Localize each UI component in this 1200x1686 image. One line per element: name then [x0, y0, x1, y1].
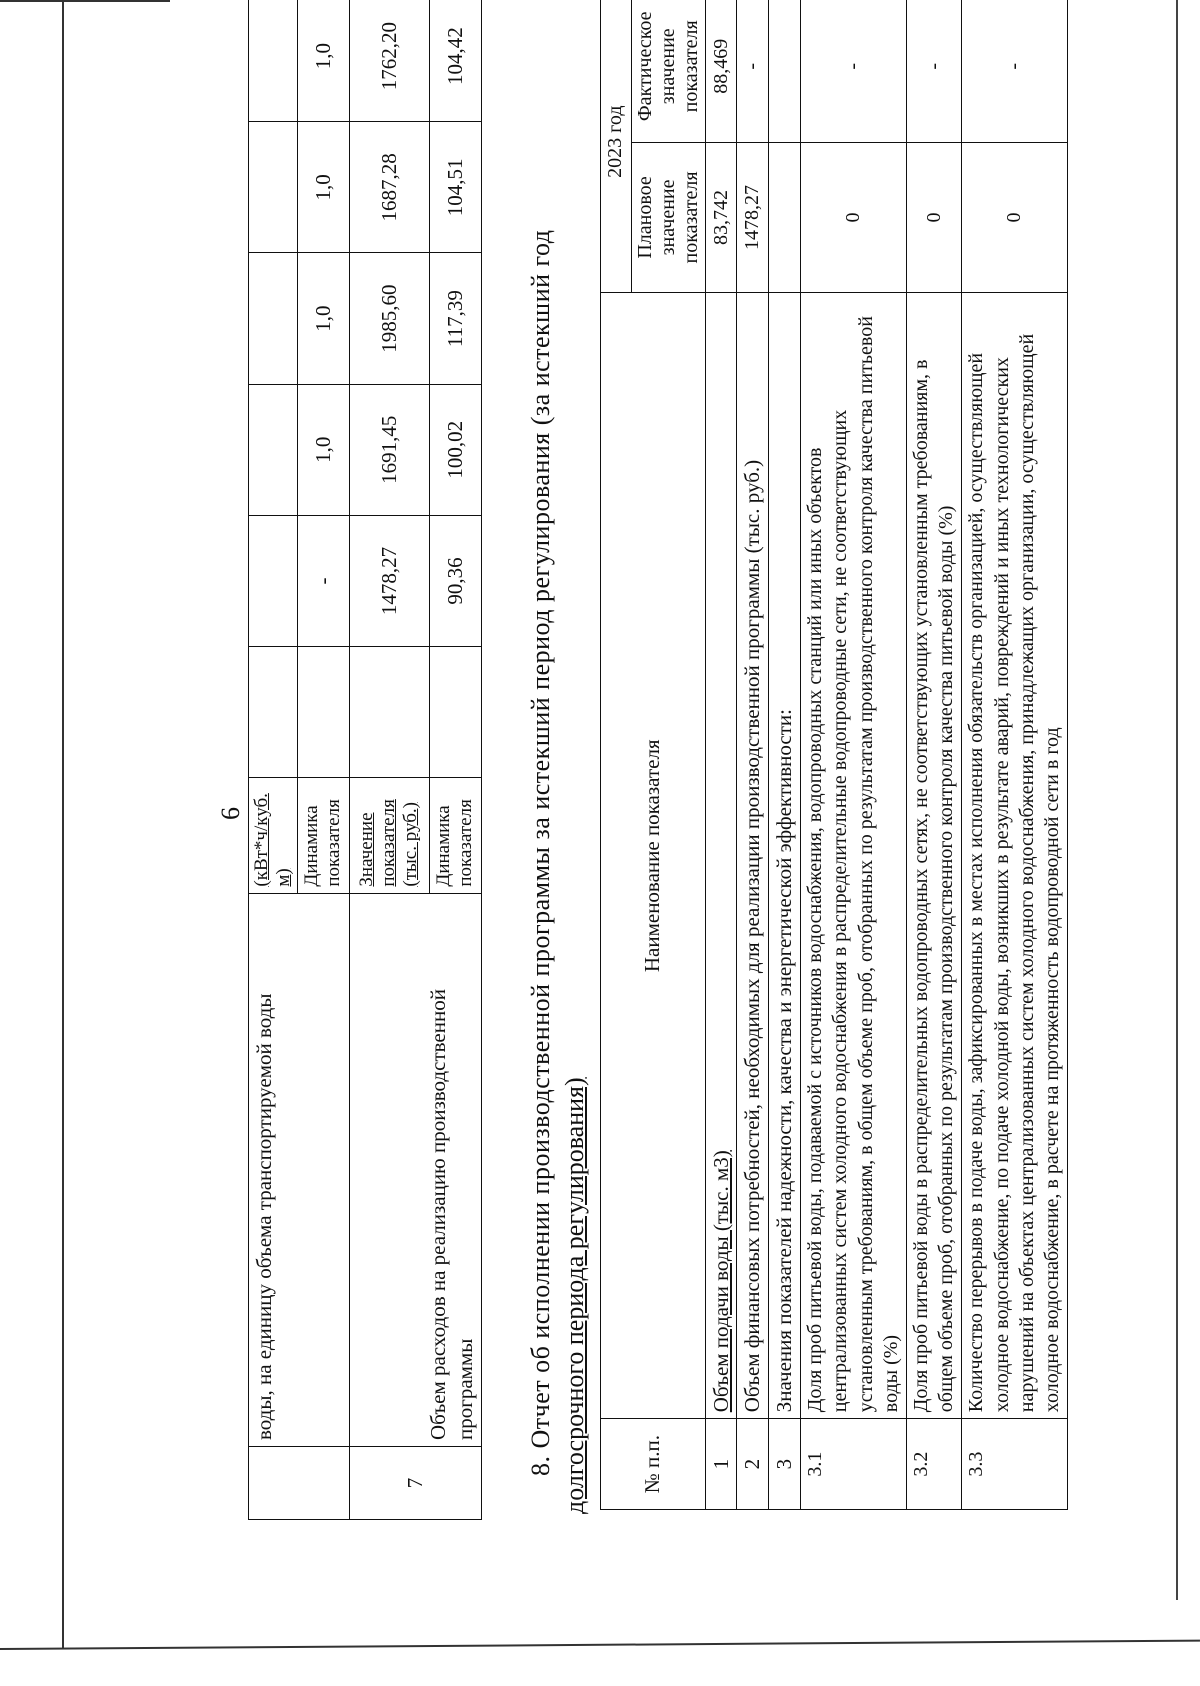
value-cell: [297, 647, 349, 778]
value-cell: [349, 647, 429, 778]
page-number: 6: [216, 807, 245, 820]
table-row: [705, 0, 737, 1510]
row-number: 1: [705, 1419, 737, 1510]
program-execution-report-table: [600, 0, 1068, 1510]
value-cell: [249, 122, 298, 253]
section-title-line2: долгосрочного периода регулирования): [559, 1077, 589, 1514]
table-row: [962, 0, 1068, 1510]
value-cell: [249, 0, 298, 122]
value-cell: [249, 647, 298, 778]
header-year: 2023 год: [601, 0, 632, 293]
section-heading: [524, 0, 592, 1514]
table-row: [801, 0, 907, 1510]
fact-value: -: [962, 0, 1068, 142]
fact-value: [769, 0, 801, 142]
table-row: [737, 0, 769, 1510]
value-cell: [249, 384, 298, 515]
rotated-document: [214, 0, 1063, 1520]
value-cell: [249, 253, 298, 384]
fact-value: -: [801, 0, 907, 142]
value-cell: [249, 515, 298, 646]
value-cell: 1,0: [297, 122, 349, 253]
value-cell: 104,42: [429, 0, 481, 122]
table-row: [906, 0, 961, 1510]
header-indicator-name: Наименование показателя: [601, 293, 706, 1419]
table-row: [769, 0, 801, 1510]
row-number: [249, 1447, 350, 1520]
row-number: 3: [769, 1419, 801, 1510]
header-plan: Плановое значение показателя: [631, 142, 705, 293]
row-number: 3.1: [801, 1419, 907, 1510]
indicator-name: Доля проб питьевой воды в распределительных водопроводных сетях, не соответствующих установленным требованиям, в общем объеме проб, отобранных по результатам производственного контроля качества питьевой воды (%): [906, 293, 961, 1419]
indicator-name: Объем подачи воды (тыс. м3): [705, 293, 737, 1419]
value-cell: 1,0: [297, 253, 349, 384]
value-cell: 1691,45: [349, 384, 429, 515]
indicator-name: воды, на единицу объема транспортируемой воды: [249, 893, 350, 1446]
indicator-name: Количество перерывов в подаче воды, зафиксированных в местах исполнения обязательств организацией, осуществляющей холодное водоснабжение, по подаче холодной воды, возникших в результате аварий, повреждений и иных технологических нарушений на объектах централизованных систем холодного водоснабжения, принадлежащих организации, осуществляющей холодное водоснабжение, в расчете на протяженность водопроводной сети в год: [962, 293, 1068, 1419]
value-cell: -: [297, 515, 349, 646]
section-title-line1: 8. Отчет об исполнении производственной программы за истекший период регулирования (за истекший год: [526, 229, 555, 1476]
value-cell: 90,36: [429, 515, 481, 646]
scan-edge-left: [62, 0, 64, 1648]
table-header-row: [601, 0, 632, 1510]
row-number: 2: [737, 1419, 769, 1510]
indicator-unit: (кВт*ч/куб. м): [249, 778, 298, 893]
indicators-table-continued: [248, 0, 482, 1520]
scan-edge-top: [0, 0, 170, 2]
indicator-name: Объем расходов на реализацию производственной программы: [349, 893, 481, 1446]
plan-value: [769, 142, 801, 293]
value-cell: 1,0: [297, 384, 349, 515]
value-cell: 100,02: [429, 384, 481, 515]
value-cell: 104,51: [429, 122, 481, 253]
table-row: [249, 0, 298, 1520]
value-cell: 1,0: [297, 0, 349, 122]
plan-value: 0: [906, 142, 961, 293]
plan-value: 1478,27: [737, 142, 769, 293]
indicator-unit: Динамика показателя: [297, 778, 349, 893]
header-number: № п.п.: [601, 1419, 706, 1510]
fact-value: -: [906, 0, 961, 142]
scan-edge-bottom: [0, 1640, 1200, 1650]
row-number: 3.2: [906, 1419, 961, 1510]
value-cell: 1478,27: [349, 515, 429, 646]
header-fact: Фактическое значение показателя: [631, 0, 705, 142]
plan-value: 0: [801, 142, 907, 293]
indicator-name: Значения показателей надежности, качества и энергетической эффективности:: [769, 293, 801, 1419]
fact-value: 88,469: [705, 0, 737, 142]
value-cell: [429, 647, 481, 778]
plan-value: 0: [962, 142, 1068, 293]
indicator-name: Объем финансовых потребностей, необходимых для реализации производственной программы (тыс. руб.): [737, 293, 769, 1419]
indicator-unit: Значение показателя (тыс. руб.): [349, 778, 429, 893]
row-number: 3.3: [962, 1419, 1068, 1510]
value-cell: 117,39: [429, 253, 481, 384]
fact-value: -: [737, 0, 769, 142]
value-cell: 1762,20: [349, 0, 429, 122]
indicator-unit: Динамика показателя: [429, 778, 481, 893]
table-row: [349, 0, 429, 1520]
value-cell: 1687,28: [349, 122, 429, 253]
scan-edge-right: [1176, 0, 1178, 1600]
row-number: 7: [349, 1447, 481, 1520]
value-cell: 1985,60: [349, 253, 429, 384]
indicator-name: Доля проб питьевой воды, подаваемой с источников водоснабжения, водопроводных станций или иных объектов централизованных систем холодного водоснабжения в распределительные водопроводные сети, не соответствующих установленным требованиям, в общем объеме проб, отобранных по результатам производственного контроля качества питьевой воды (%): [801, 293, 907, 1419]
plan-value: 83,742: [705, 142, 737, 293]
